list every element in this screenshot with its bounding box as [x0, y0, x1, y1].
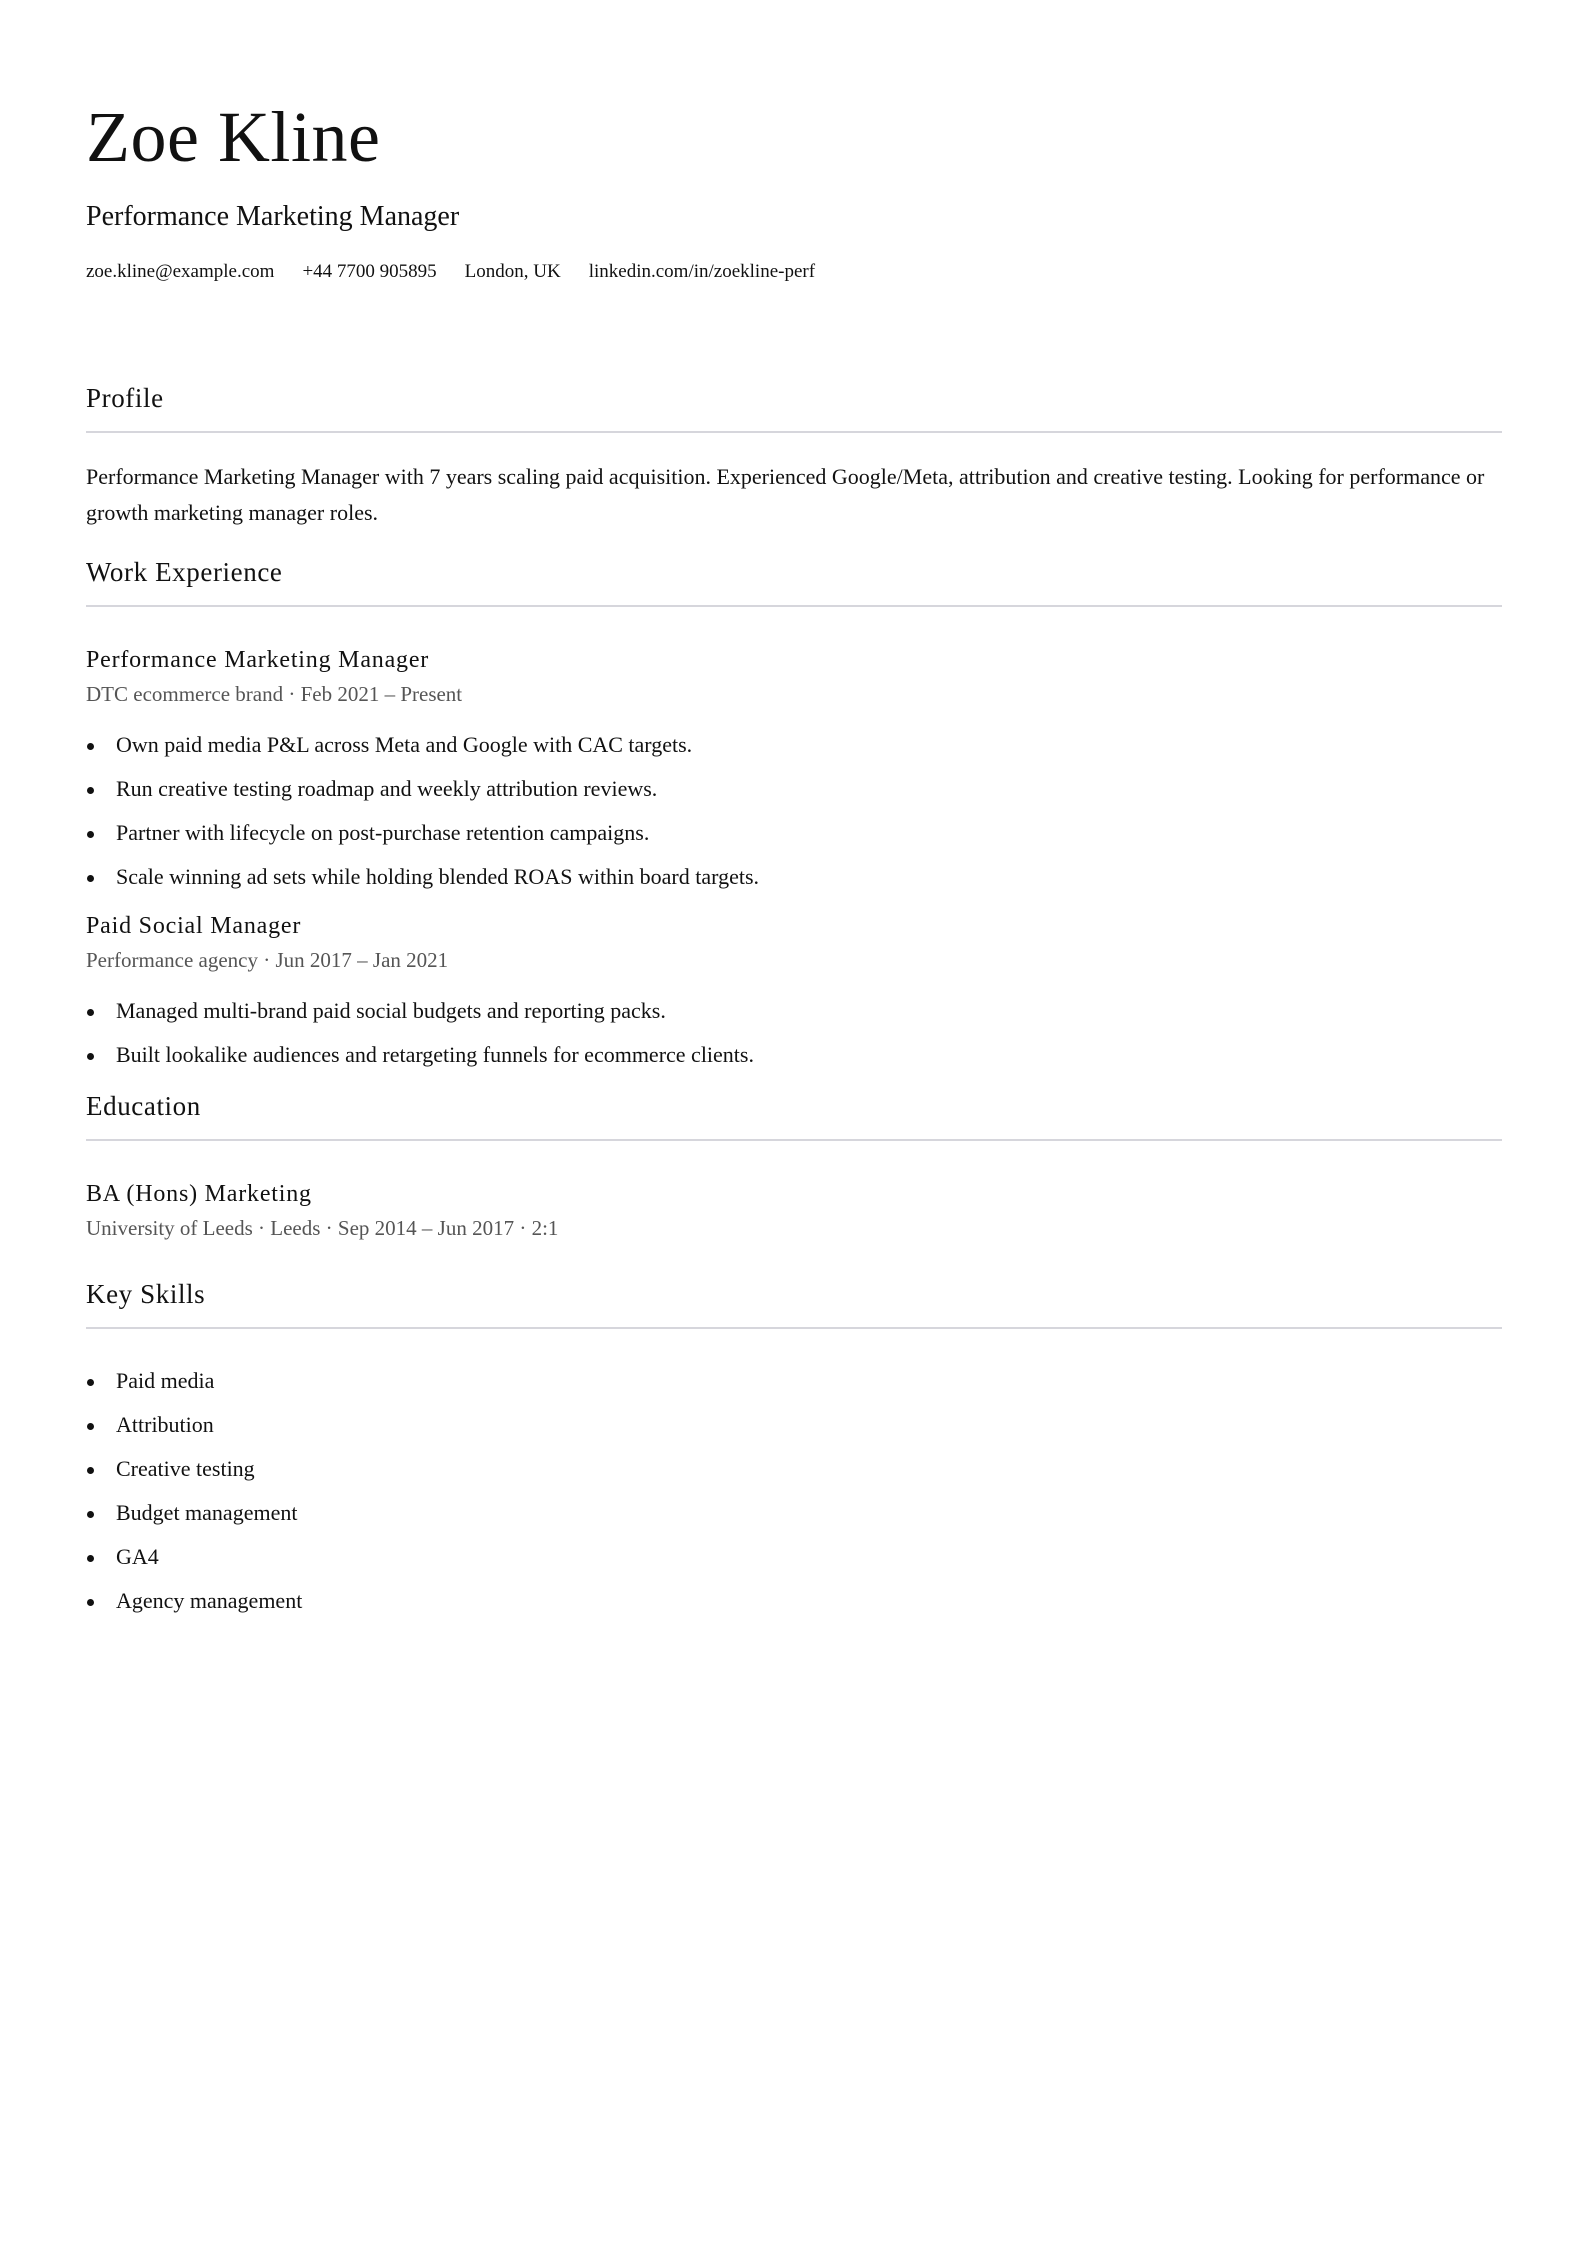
job-bullet: Scale winning ad sets while holding blended ROAS within board targets. [86, 863, 1502, 891]
job-meta: Performance agency · Jun 2017 – Jan 2021 [86, 948, 449, 972]
degree-title: BA (Hons) Marketing [86, 1181, 312, 1207]
profile-summary: Performance Marketing Manager with 7 years scaling paid acquisition. Experienced Google/Meta, attribution and creative testing. Looking for performance or growth marketing manager roles. [86, 464, 1485, 525]
contact-email[interactable]: zoe.kline@example.com [86, 261, 275, 282]
skill-item: Creative testing [86, 1455, 1502, 1483]
work-experience-section-title: Work Experience [86, 555, 1502, 607]
job-bullet: Built lookalike audiences and retargeting funnels for ecommerce clients. [86, 1041, 1502, 1069]
contact-line [86, 260, 1502, 284]
key-skills-section-title: Key Skills [86, 1277, 1502, 1329]
job-bullets [86, 731, 1502, 891]
work-experience-section [86, 555, 1502, 1069]
education-entry [86, 1179, 1502, 1241]
contact-linkedin[interactable]: linkedin.com/in/zoekline-perf [588, 261, 816, 282]
education-meta: University of Leeds · Leeds · Sep 2014 – Jun 2017 · 2:1 [86, 1216, 559, 1240]
skill-item: Agency management [86, 1587, 1502, 1615]
education-section-title: Education [86, 1089, 1502, 1141]
candidate-name: Zoe Kline [86, 97, 381, 177]
skill-item: GA4 [86, 1543, 1502, 1571]
job-bullets [86, 997, 1502, 1069]
contact-location: London, UK [464, 261, 561, 282]
job-entry-2 [86, 911, 1502, 1069]
resume-header [86, 0, 1502, 284]
skills-list [86, 1367, 1502, 1615]
job-bullet: Run creative testing roadmap and weekly attribution reviews. [86, 775, 1502, 803]
job-bullet: Partner with lifecycle on post-purchase retention campaigns. [86, 819, 1502, 847]
job-bullet: Own paid media P&L across Meta and Google with CAC targets. [86, 731, 1502, 759]
skill-item: Paid media [86, 1367, 1502, 1395]
profile-section [86, 381, 1502, 531]
education-section [86, 1089, 1502, 1241]
job-bullet: Managed multi-brand paid social budgets and reporting packs. [86, 997, 1502, 1025]
contact-phone: +44 7700 905895 [302, 261, 437, 282]
profile-section-title: Profile [86, 381, 1502, 433]
job-title: Paid Social Manager [86, 913, 302, 939]
skill-item: Budget management [86, 1499, 1502, 1527]
skill-item: Attribution [86, 1411, 1502, 1439]
key-skills-section [86, 1277, 1502, 1615]
candidate-headline: Performance Marketing Manager [86, 201, 460, 232]
job-title: Performance Marketing Manager [86, 647, 430, 673]
job-entry-1 [86, 645, 1502, 891]
job-meta: DTC ecommerce brand · Feb 2021 – Present [86, 682, 463, 706]
